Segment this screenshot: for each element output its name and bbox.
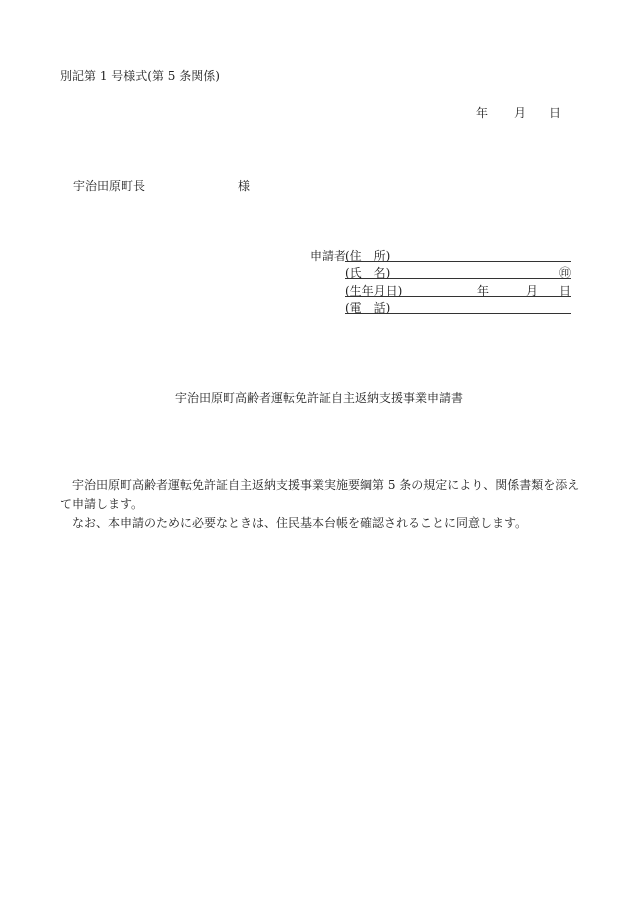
addressee-name: 宇治田原町長 [73, 179, 146, 193]
applicant-phone-label: (電 話) [345, 301, 391, 315]
body-paragraph-1-text: 宇治田原町高齢者運転免許証自主返納支援事業実施要綱第 5 条の規定により、関係書類を添えて申請します。 [60, 478, 580, 511]
date-year: 年 [476, 106, 489, 120]
birth-month: 月 [526, 284, 539, 298]
birth-year: 年 [477, 284, 490, 298]
birth-day: 日 [558, 284, 571, 298]
applicant-birth-label: (生年月日) [345, 284, 403, 298]
form-number: 別記第 1 号様式(第 5 条関係) [60, 69, 220, 83]
document-title: 宇治田原町高齢者運転免許証自主返納支援事業申請書 [175, 391, 464, 405]
applicant-name-line [345, 264, 571, 279]
body-paragraph-1 [60, 476, 580, 514]
applicant-label: 申請者 [310, 249, 347, 263]
applicant-address-line [345, 247, 571, 262]
date-day: 日 [549, 106, 562, 120]
body-paragraph-2-text: なお、本申請のために必要なときは、住民基本台帳を確認されることに同意します。 [72, 516, 528, 530]
body-paragraph-2 [60, 514, 580, 533]
addressee-honorific: 様 [238, 179, 251, 193]
seal-mark: ㊞ [558, 266, 571, 280]
date-month: 月 [514, 106, 527, 120]
applicant-phone-line [345, 299, 571, 314]
applicant-birth-line [345, 282, 571, 297]
applicant-name-label: (氏 名) [345, 266, 391, 280]
applicant-address-label: (住 所) [345, 249, 391, 263]
